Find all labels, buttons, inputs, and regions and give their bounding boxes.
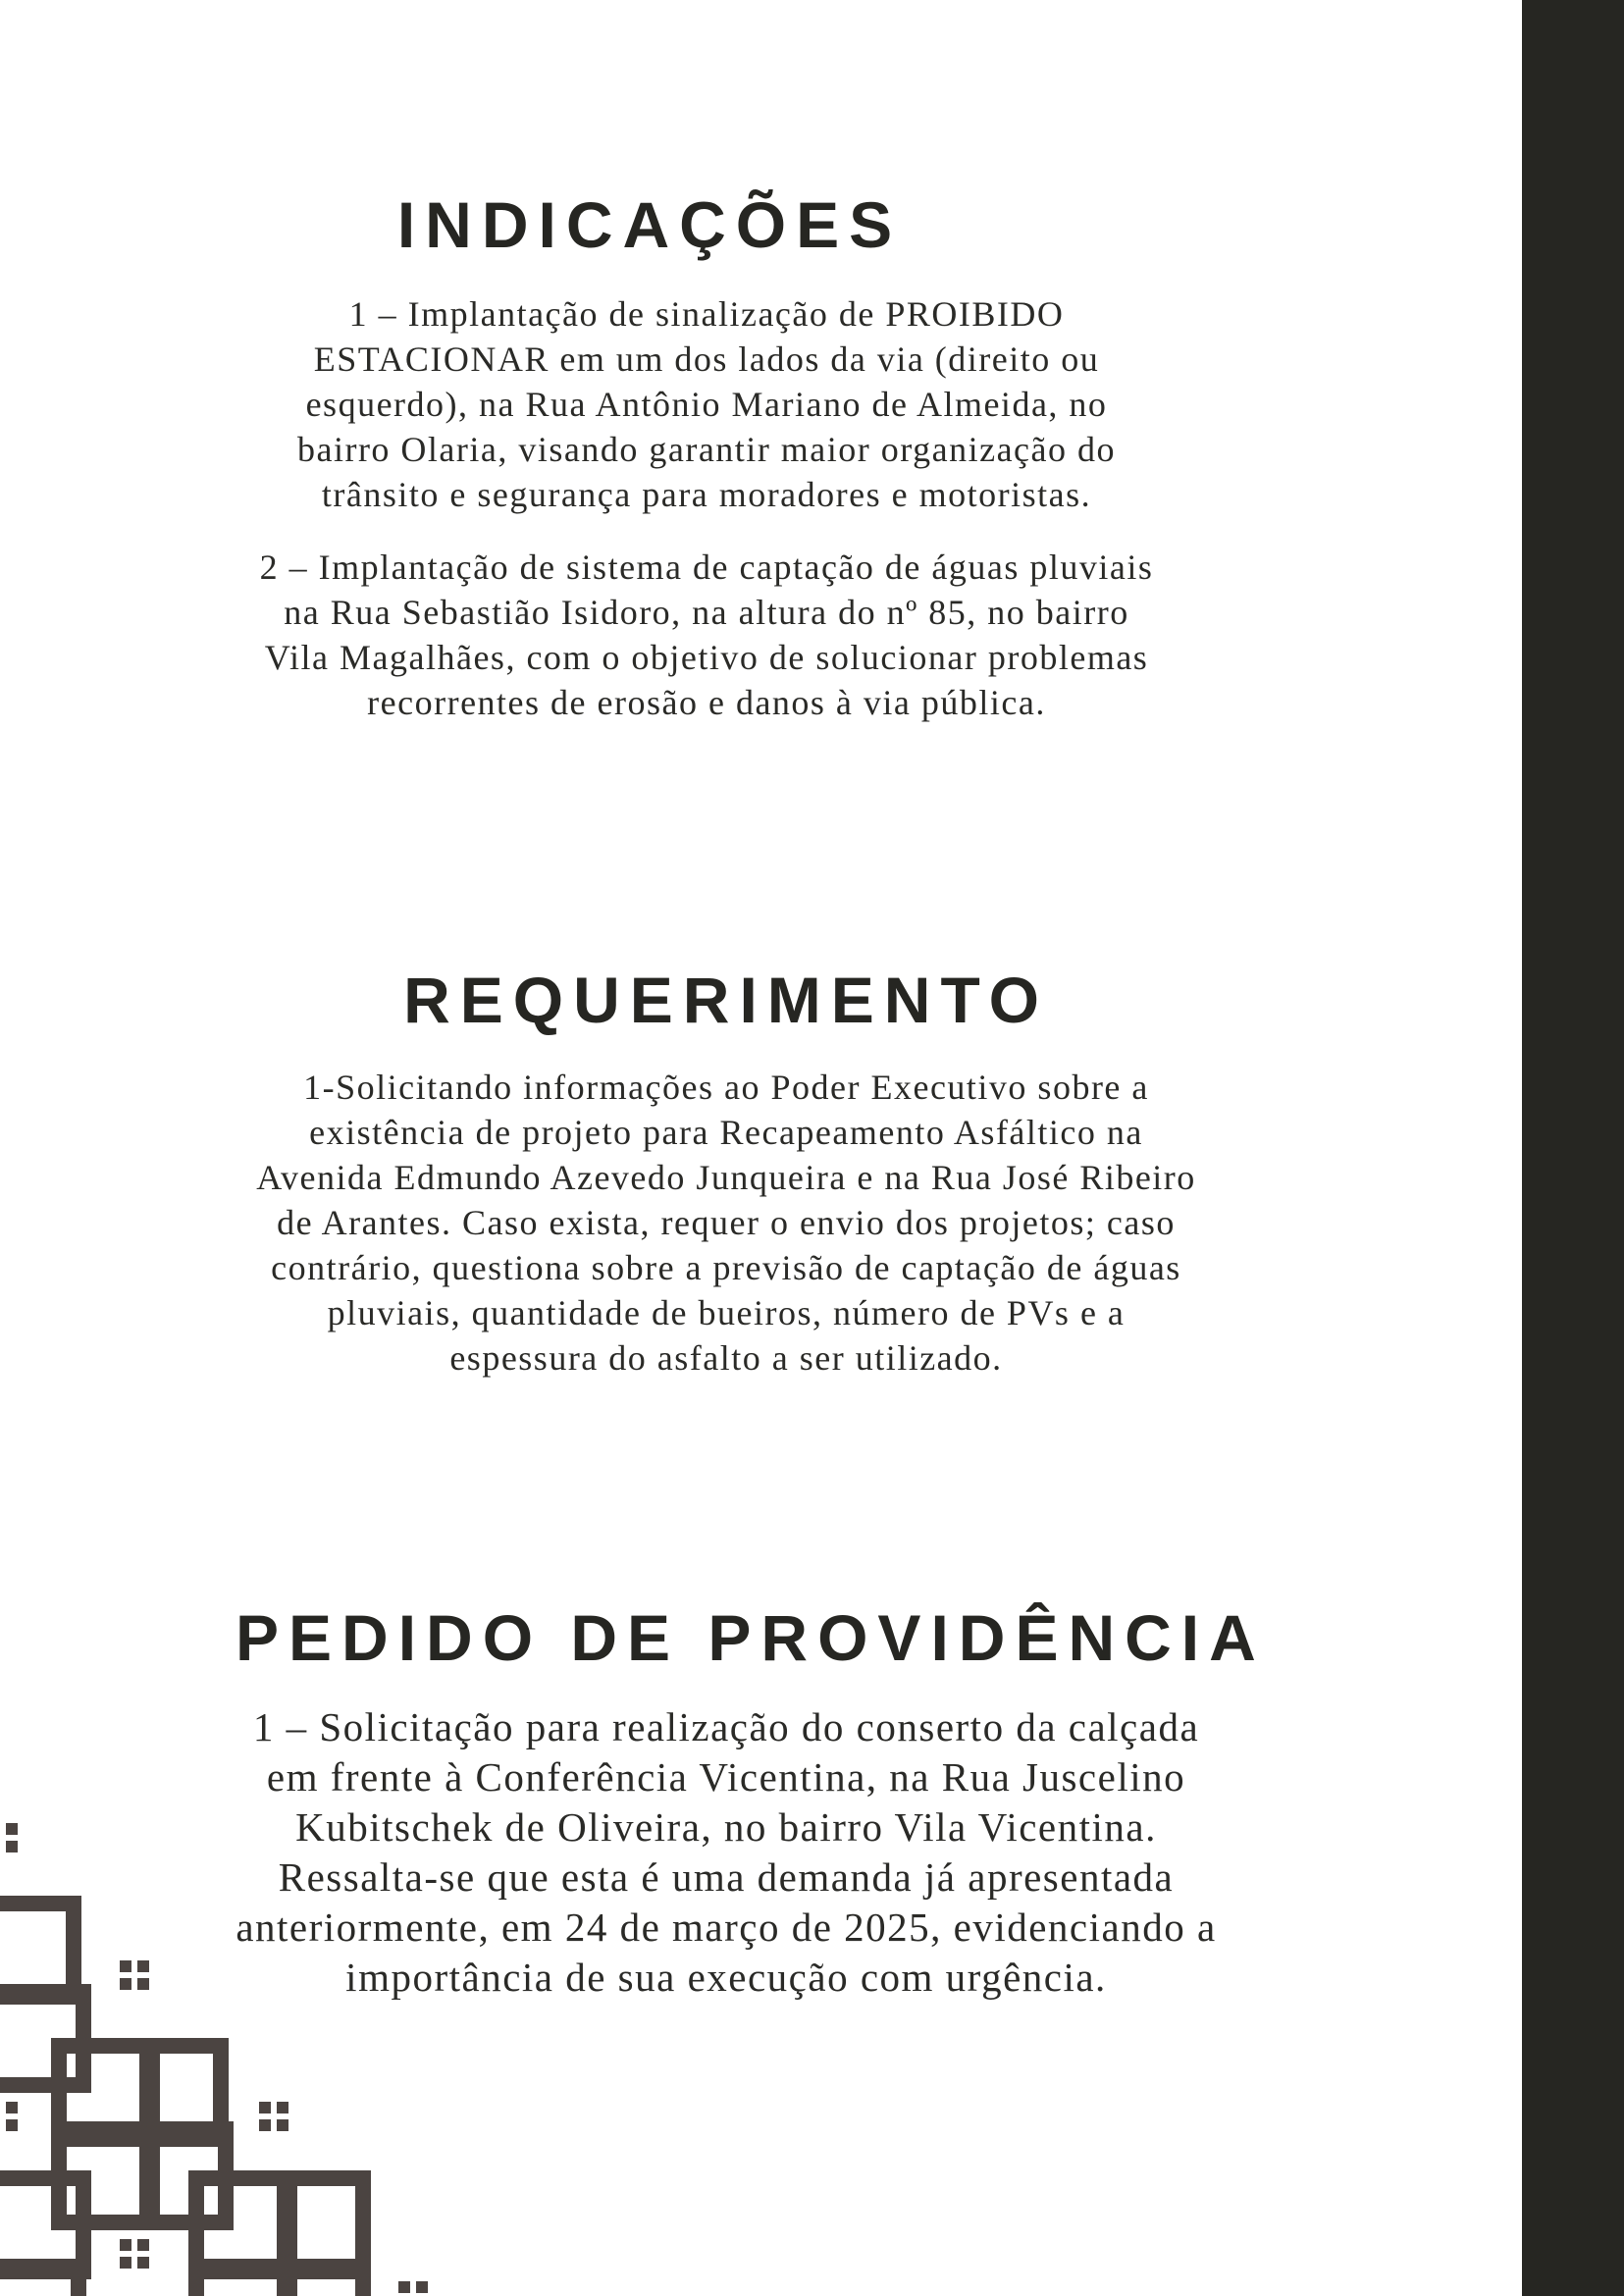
dot-cluster bbox=[6, 2102, 18, 2131]
dot-cluster bbox=[6, 1823, 18, 1852]
indicacao-item-1: 1 – Implantação de sinalização de PROIBIDO ESTACIONAR em um dos lados da via (direito ou esquerdo), na Rua Antônio Mariano de Almeida, no bairro Olaria, visando garantir maior organização do trânsito e segurança para moradores e motoristas. bbox=[296, 294, 1117, 515]
dot-cluster bbox=[120, 1960, 149, 1990]
geometric-squares-decoration bbox=[0, 1786, 451, 2296]
outline-square bbox=[0, 1904, 74, 1997]
dark-side-strip bbox=[1522, 0, 1624, 2296]
indicacao-item-2: 2 – Implantação de sistema de captação de águas pluviais na Rua Sebastião Isidoro, na altura do nº 85, no bairro Vila Magalhães, com o objetivo de solucionar problemas recorrentes de erosão e danos à via pública. bbox=[259, 548, 1154, 723]
requerimento-heading: REQUERIMENTO bbox=[403, 964, 1049, 1036]
indicacoes-section bbox=[255, 186, 1158, 725]
dot-cluster bbox=[398, 2281, 428, 2293]
outline-square bbox=[0, 2267, 79, 2296]
indicacoes-heading: INDICAÇÕES bbox=[396, 188, 903, 261]
requerimento-item-1: 1-Solicitando informações ao Poder Executivo sobre a existência de projeto para Recapeamento Asfáltico na Avenida Edmundo Azevedo Junqueira e na Rua José Ribeiro de Arantes. Caso exista, requer o envio dos projetos; caso contrário, questiona sobre a previsão de captação de águas pluviais, quantidade de bueiros, número de PVs e a espessura do asfalto a ser utilizado. bbox=[256, 1068, 1196, 1379]
dot-cluster bbox=[259, 2102, 288, 2131]
dot-cluster bbox=[120, 2239, 149, 2269]
outline-square bbox=[196, 2267, 289, 2296]
pedido-item-1: 1 – Solicitação para realização do conserto da calçada em frente à Conferência Vicentina, na Rua Juscelino Kubitschek de Oliveira, no bairro Vila Vicentina. Ressalta-se que esta é uma demanda já apresentada anteriormente, em 24 de março de 2025, evidenciando a importância de sua execução com urgência. bbox=[236, 1704, 1217, 2001]
requerimento-section bbox=[255, 962, 1197, 1381]
pedido-heading: PEDIDO DE PROVIDÊNCIA bbox=[236, 1601, 1266, 1674]
